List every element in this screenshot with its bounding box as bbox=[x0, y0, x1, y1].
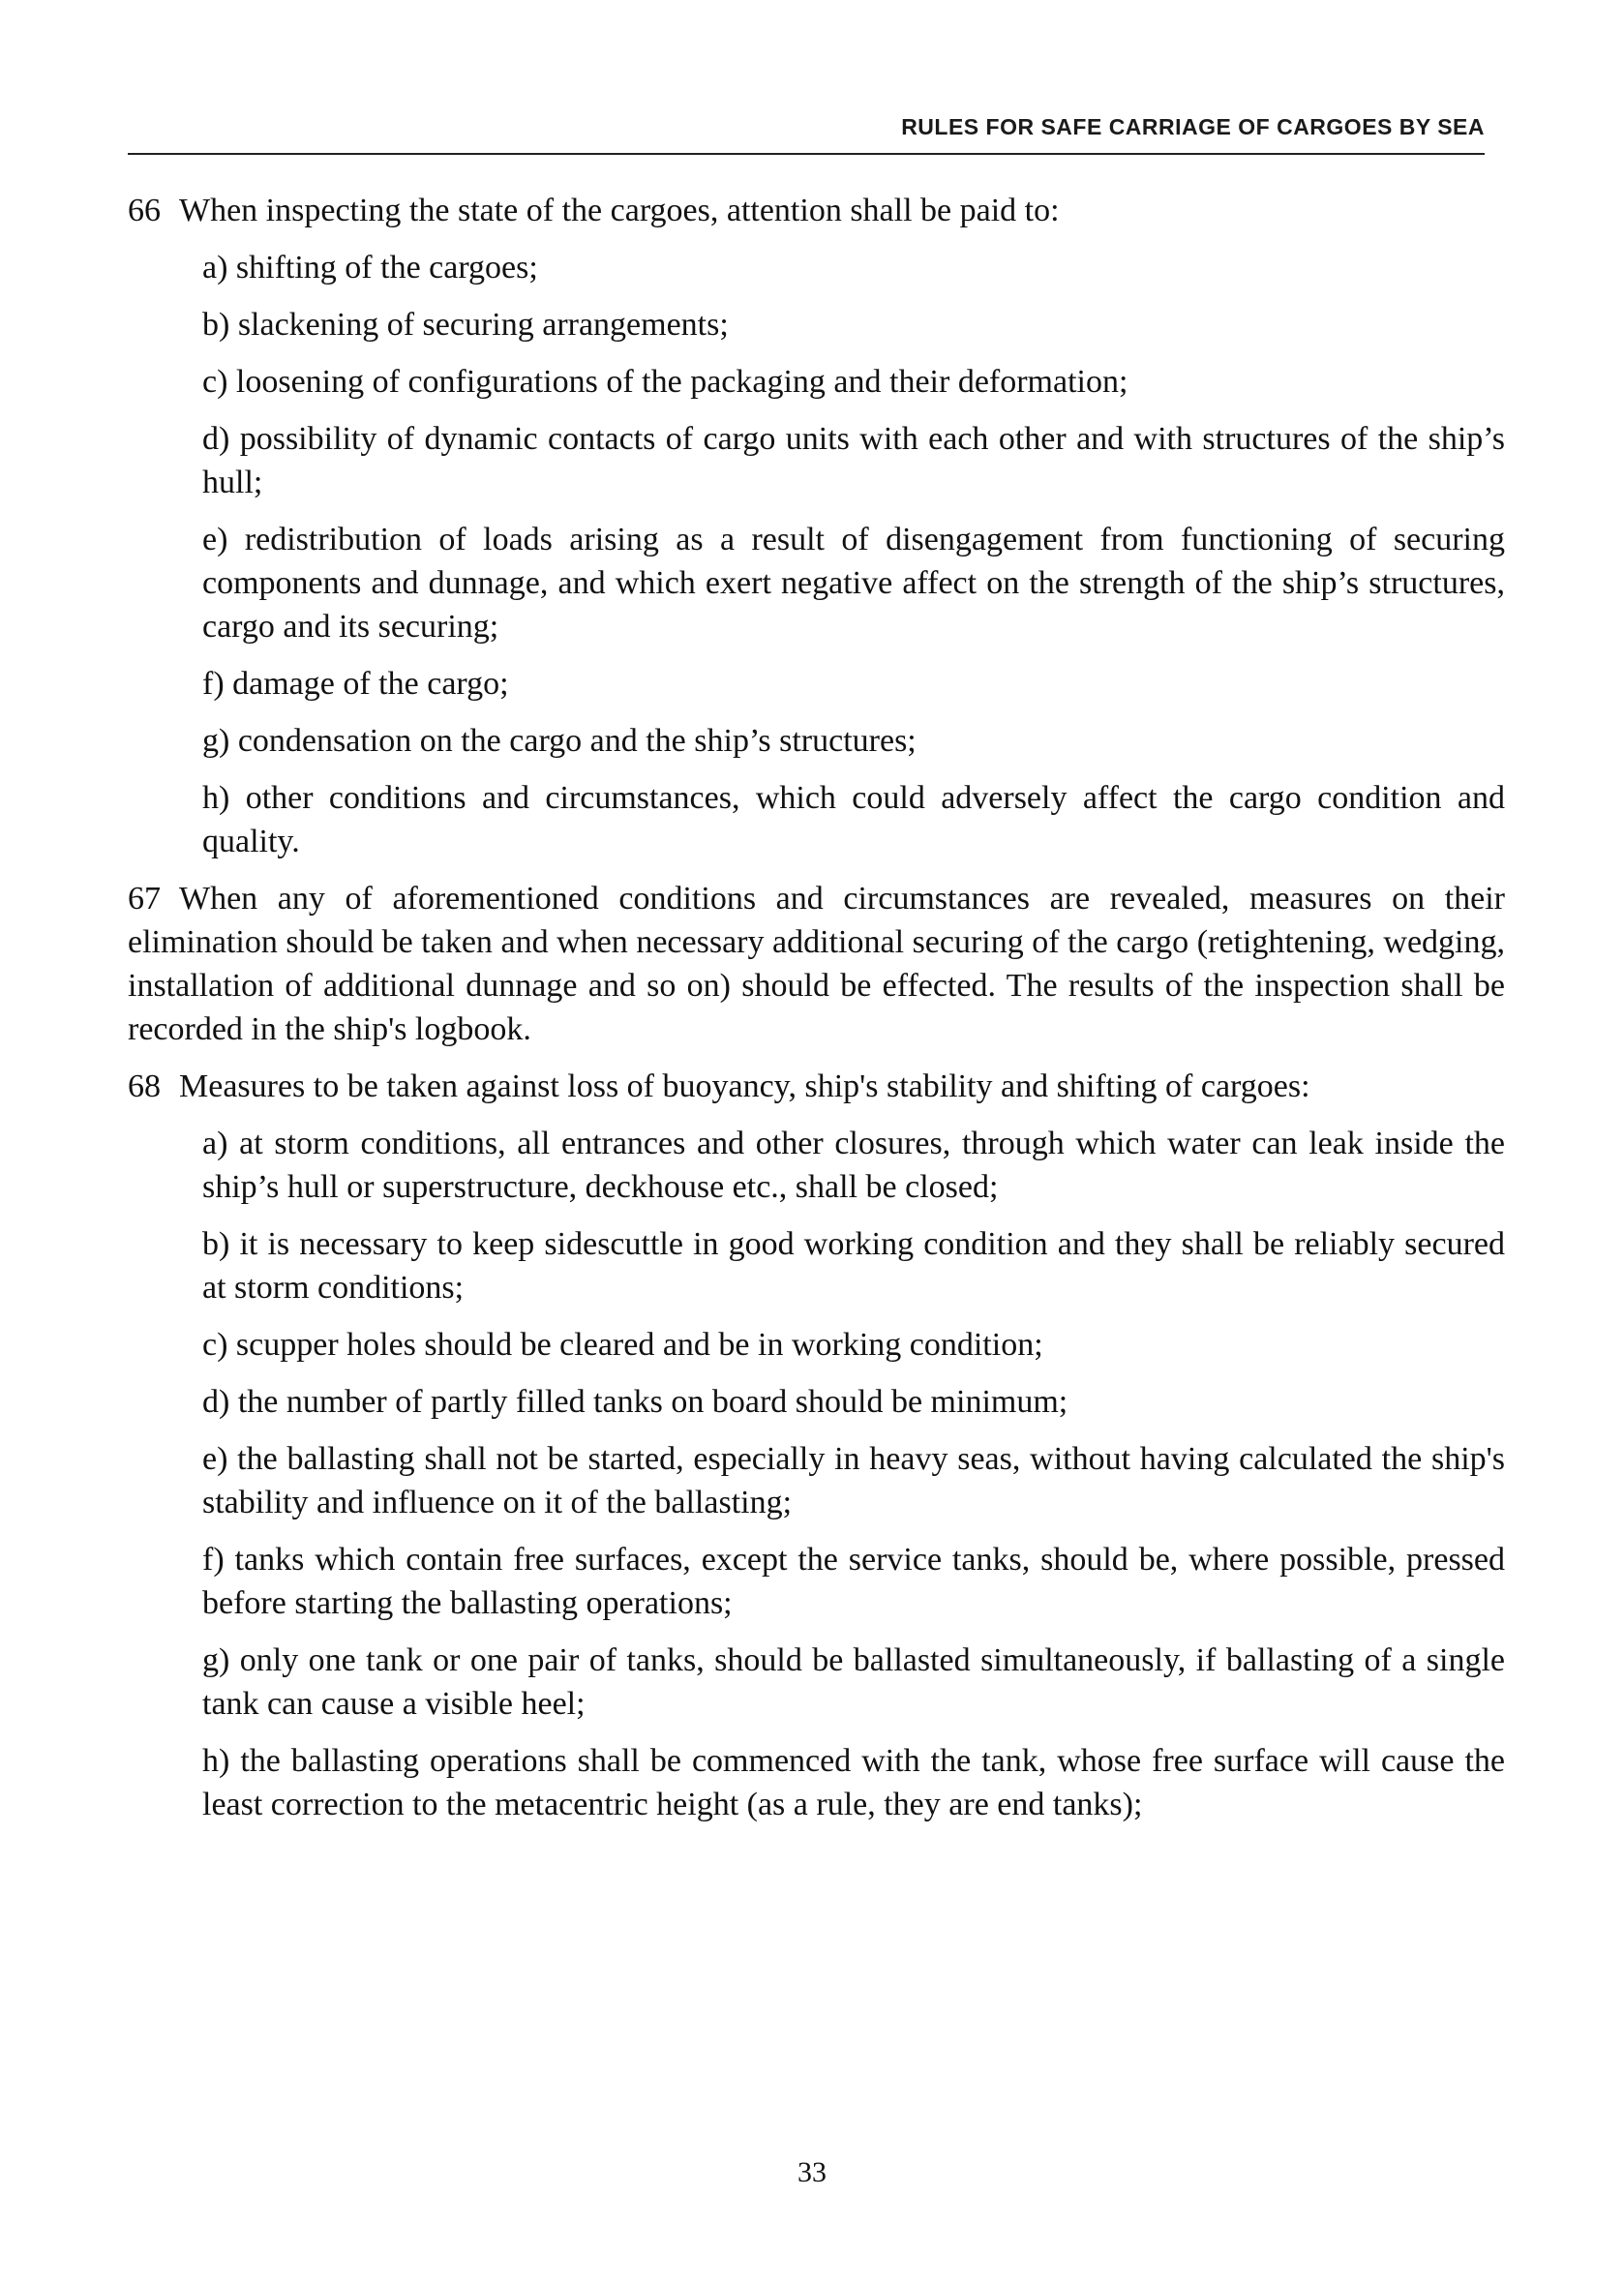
list-item: d) the number of partly filled tanks on board should be minimum; bbox=[202, 1384, 1068, 1420]
list-item: b) slackening of securing arrangements; bbox=[202, 307, 729, 343]
list-item: h) the ballasting operations shall be commenced with the tank, whose free surface will cause the least correction to the metacentric height (as a rule, they are end tanks); bbox=[202, 1743, 1505, 1822]
list-item: g) condensation on the cargo and the ship’s structures; bbox=[202, 723, 917, 759]
section-68 bbox=[128, 1065, 1505, 1108]
list-item: d) possibility of dynamic contacts of cargo units with each other and with structures of the ship’s hull; bbox=[202, 421, 1505, 500]
list-item: c) loosening of configurations of the packaging and their deformation; bbox=[202, 364, 1128, 400]
section-number: 67 bbox=[128, 881, 161, 917]
list-item: f) tanks which contain free surfaces, except the service tanks, should be, where possible, pressed before starting the ballasting operations; bbox=[202, 1542, 1505, 1621]
section-66 bbox=[128, 189, 1505, 232]
page-number: 33 bbox=[797, 2156, 827, 2188]
body-text bbox=[128, 189, 1505, 1840]
list-item: c) scupper holes should be cleared and be in working condition; bbox=[202, 1327, 1043, 1363]
section-67 bbox=[128, 877, 1505, 1051]
section-text: When inspecting the state of the cargoes, attention shall be paid to: bbox=[179, 193, 1060, 228]
list-item: e) the ballasting shall not be started, especially in heavy seas, without having calculated the ship's stability and influence on it of the ballasting; bbox=[202, 1441, 1505, 1520]
section-text: Measures to be taken against loss of buoyancy, ship's stability and shifting of cargoes: bbox=[179, 1068, 1310, 1104]
list-item: a) shifting of the cargoes; bbox=[202, 250, 538, 286]
header-rule bbox=[128, 153, 1485, 155]
running-header: RULES FOR SAFE CARRIAGE OF CARGOES BY SEA bbox=[901, 114, 1485, 139]
list-item: a) at storm conditions, all entrances and other closures, through which water can leak inside the ship’s hull or superstructure, deckhouse etc., shall be closed; bbox=[202, 1126, 1505, 1205]
list-item: h) other conditions and circumstances, which could adversely affect the cargo condition and quality. bbox=[202, 780, 1505, 859]
section-number: 68 bbox=[128, 1068, 161, 1104]
list-item: g) only one tank or one pair of tanks, should be ballasted simultaneously, if ballasting of a single tank can cause a visible heel; bbox=[202, 1642, 1505, 1722]
list-item: b) it is necessary to keep sidescuttle in good working condition and they shall be reliably secured at storm conditions; bbox=[202, 1226, 1505, 1306]
list-item: e) redistribution of loads arising as a result of disengagement from functioning of securing components and dunnage, and which exert negative affect on the strength of the ship’s structures, cargo and its securing; bbox=[202, 522, 1505, 645]
list-item: f) damage of the cargo; bbox=[202, 666, 509, 702]
section-number: 66 bbox=[128, 193, 161, 228]
section-text: When any of aforementioned conditions and circumstances are revealed, measures on their elimination should be taken and when necessary additional securing of the cargo (retightening, wedging, installation of additional dunnage and so on) should be effected. The results of the inspection shall be recorded in the ship's logbook. bbox=[128, 881, 1505, 1047]
